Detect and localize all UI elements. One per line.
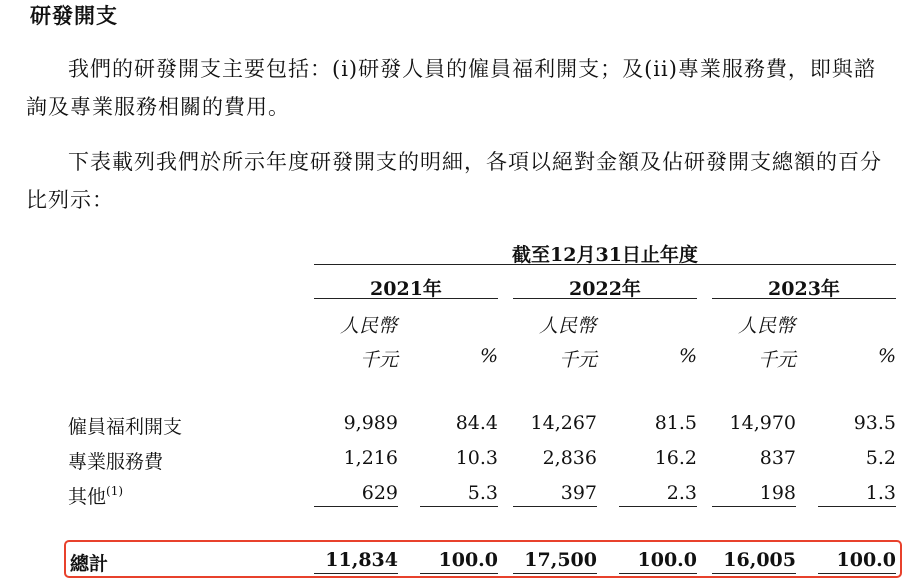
- table-cell: 93.5: [853, 412, 896, 434]
- table-cell: 14,267: [530, 412, 597, 434]
- table-cell: 16.2: [654, 447, 697, 469]
- percent-label: %: [678, 345, 697, 367]
- table-cell: 14,970: [729, 412, 796, 434]
- section-heading: 研發開支: [30, 3, 118, 28]
- table-cell: 5.3: [467, 482, 498, 504]
- table-cell: 837: [759, 447, 796, 469]
- table-cell: 397: [560, 482, 597, 504]
- table-cell: 10.3: [455, 447, 498, 469]
- total-cell: 11,834: [325, 549, 398, 571]
- total-cell: 16,005: [723, 549, 796, 571]
- table-cell: 629: [361, 482, 398, 504]
- year-header-2022: 2022年: [569, 278, 641, 300]
- total-cell: 100.0: [438, 549, 498, 571]
- intro-paragraph: 我們的研發開支主要包括：(i)研發人員的僱員福利開支；及(ii)專業服務費，即與諮詢及專業服務相關的費用。: [26, 57, 876, 119]
- total-cell: 100.0: [836, 549, 896, 571]
- currency-label: 人民幣: [340, 315, 398, 337]
- row-label-text: 其他: [68, 486, 107, 508]
- table-intro-paragraph: 下表載列我們於所示年度研發開支的明細，各項以絕對金額及佔研發開支總額的百分比列示：: [26, 150, 882, 212]
- subtotal-rule: [818, 506, 896, 507]
- table-cell: 1.3: [865, 482, 896, 504]
- subtotal-rule: [420, 506, 498, 507]
- total-row-highlight: [64, 540, 902, 578]
- table-cell: 84.4: [455, 412, 498, 434]
- total-cell: 100.0: [637, 549, 697, 571]
- row-label-employee-benefits: 僱員福利開支: [68, 416, 183, 438]
- row-label-others: [68, 482, 123, 509]
- table-cell: 9,989: [343, 412, 398, 434]
- table-cell: 2,836: [542, 447, 597, 469]
- table-cell: 1,216: [343, 447, 398, 469]
- year-header-2023: 2023年: [768, 278, 840, 300]
- subtotal-rule: [619, 506, 697, 507]
- unit-label: 千元: [360, 349, 399, 371]
- footnote-marker: (1): [106, 484, 124, 498]
- currency-label: 人民幣: [738, 315, 796, 337]
- year-rule-2021: [314, 298, 498, 299]
- table-cell: 81.5: [654, 412, 697, 434]
- subtotal-rule: [314, 506, 398, 507]
- row-label-total: 總計: [70, 553, 109, 575]
- currency-label: 人民幣: [539, 315, 597, 337]
- table-cell: 5.2: [865, 447, 896, 469]
- percent-label: %: [479, 345, 498, 367]
- period-header: 截至12月31日止年度: [512, 244, 698, 266]
- table-cell: 2.3: [666, 482, 697, 504]
- subtotal-rule: [513, 506, 597, 507]
- unit-label: 千元: [758, 349, 797, 371]
- percent-label: %: [877, 345, 896, 367]
- row-label-professional-fees: 專業服務費: [68, 451, 164, 473]
- year-rule-2023: [712, 298, 896, 299]
- year-rule-2022: [513, 298, 697, 299]
- subtotal-rule: [712, 506, 796, 507]
- unit-label: 千元: [559, 349, 598, 371]
- header-rule: [314, 264, 896, 265]
- total-cell: 17,500: [524, 549, 597, 571]
- table-cell: 198: [759, 482, 796, 504]
- year-header-2021: 2021年: [370, 278, 442, 300]
